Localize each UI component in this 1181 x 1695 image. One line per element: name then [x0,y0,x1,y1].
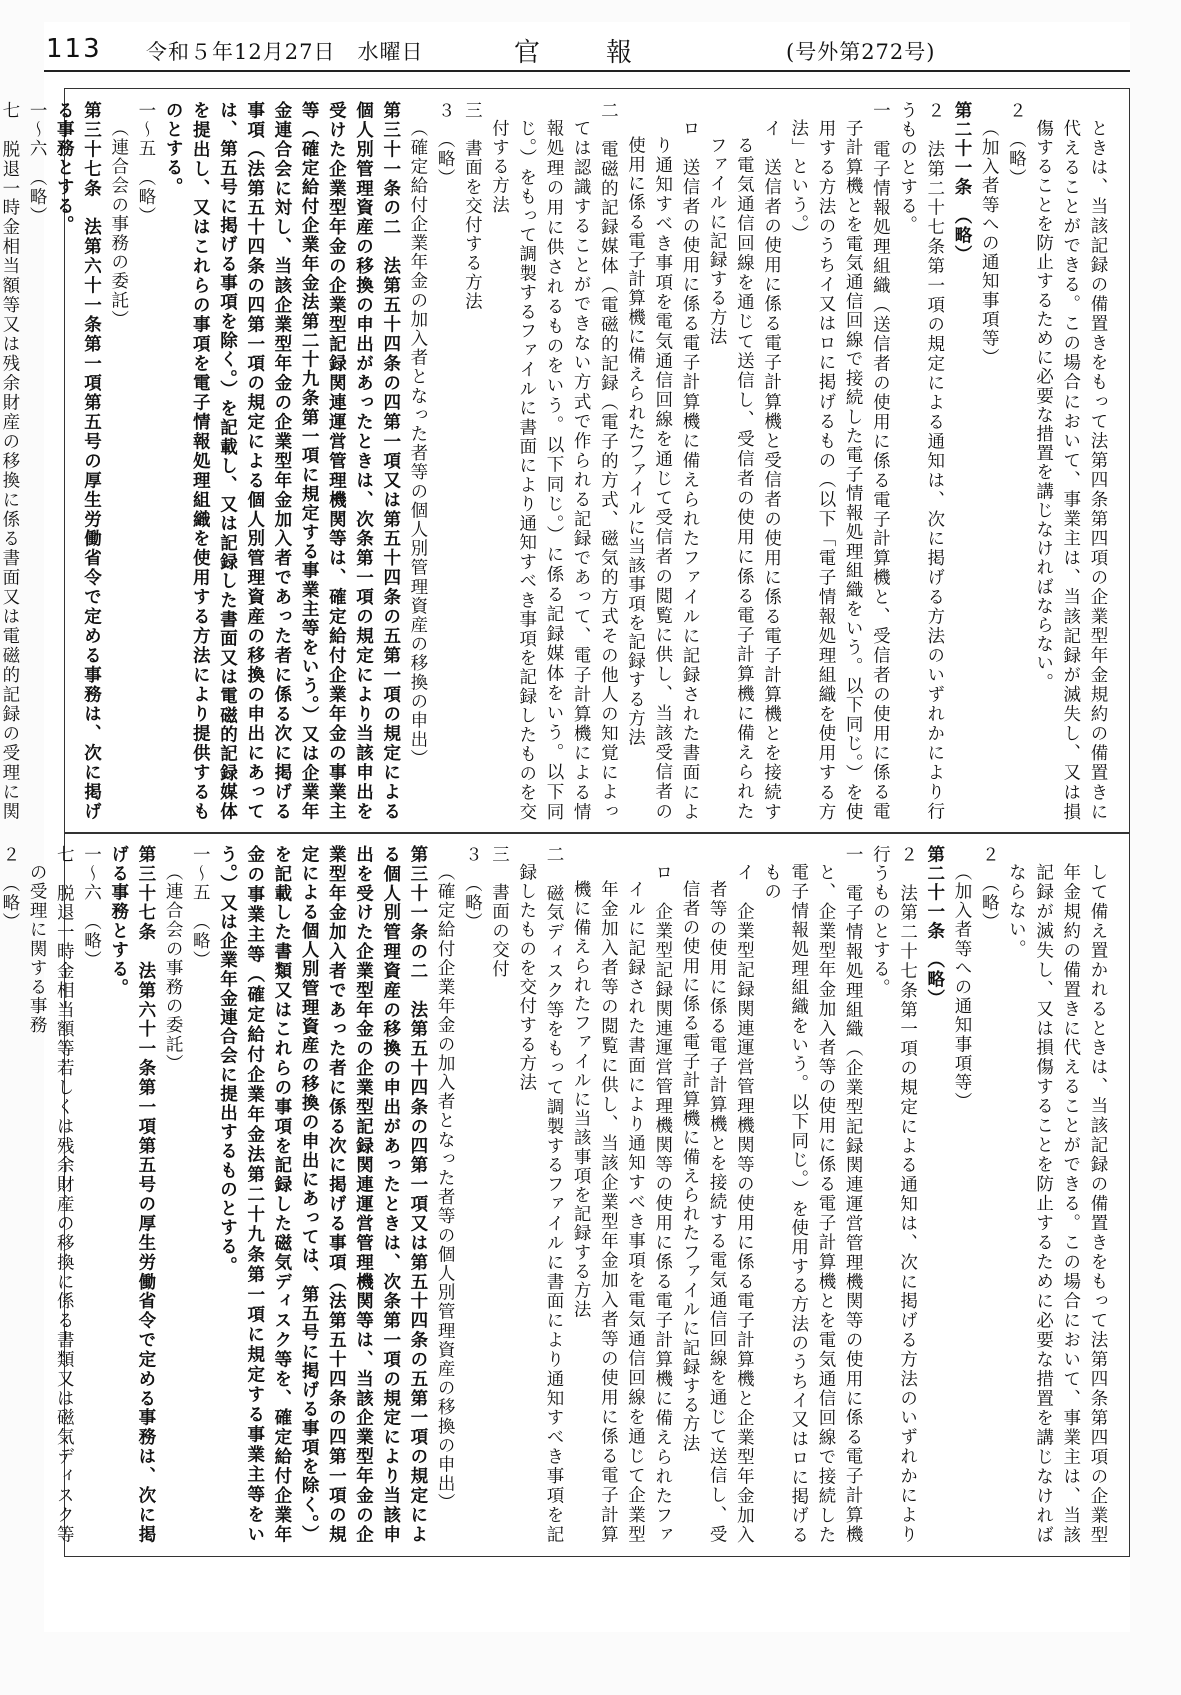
sub-item: ロ 企業型記録関連運営管理機関等の使用に係る電子計算機に備えられたファイルに記録された書面により通知すべき事項を電気通信回線を通じて企業型年金加入者等の閲覧に供し、当該企業型年金加入者等の使用に係る電子計算機に備えられたファイルに当該事項を記録する方法 [571,862,673,1544]
issue-date: 令和５年12月27日 水曜日 [146,40,424,64]
list-item: 七 脱退一時金相当額等若しくは残余財産の移換に係る書類又は磁気ディスク等の受理に関する事務 [27,845,75,1544]
paragraph-continuation: ときは、当該記録の備置きをもって法第四条第四項の企業型年金規約の備置きに代えることができる。この場合において、事業主は、当該記録が滅失し、又は損傷することを防止するために必要な措置を講じなければならない。 [1033,118,1108,821]
section-caption: （連合会の事務の委託） [108,118,129,329]
list-item: 一～五 （略） [135,101,156,226]
paragraph-item: ２ （略） [0,845,20,932]
list-item: 一 電子情報処理組織（送信者の使用に係る電子計算機と、受信者の使用に係る電子計算機とを電気通信回線で接続した電子情報処理組織をいう。以下同じ。）を使用する方法のうちイ又はロに掲げるもの（以下「電子情報処理組織を使用する方法」という。） [788,101,891,821]
issue-number: (号外第272号) [786,40,936,64]
list-item: 三 書面の交付 [489,845,510,979]
article-heading: 第二十一条 （略） [951,101,972,265]
article-heading: 第二十一条 （略） [924,845,945,1009]
paragraph-item: ２ 法第二十七条第一項の規定による通知は、次に掲げる方法のいずれかにより行うものとする。 [897,101,945,821]
current-text-body [0,845,1111,1544]
revised-text-panel [0,88,1130,834]
paragraph-item: ２ （略） [979,845,1000,932]
section-caption: （連合会の事務の委託） [163,862,184,1073]
gazette-title: 官報 [514,38,699,68]
paragraph-item: ３ （略） [462,845,483,932]
list-item: 二 磁気ディスク等をもって調製するファイルに書面により通知すべき事項を記録したものを交付する方法 [516,845,564,1544]
page-number: 113 [46,34,102,64]
list-item: 一～六 （略） [27,101,48,226]
article-paragraph: 第三十一条の二 法第五十四条の四第一項又は第五十四条の五第一項の規定による個人別管理資産の移換の申出があったときは、次条第一項の規定により当該申出を受けた企業型年金の企業型記録関連運営管理機関等は、確定給付企業年金の事業主等（確定給付企業年金法第二十九条第一項に規定する事業主等をいう。）又は企業年金連合会に対し、当該企業型年金の企業型年金加入者であった者に係る次に掲げる事項（法第五十四条の四第一項の規定による個人別管理資産の移換の申出にあっては、第五号に掲げる事項を除く。）を記載し、又は記録した書面又は電磁的記録媒体を提出し、又はこれらの事項を電子情報処理組織を使用する方法により提供するものとする。 [163,101,401,821]
page-header [44,30,1130,72]
sub-item: イ 企業型記録関連運営管理機関等の使用に係る電子計算機と企業型年金加入者等の使用に係る電子計算機とを接続する電気通信回線を通じて送信し、受信者の使用に係る電子計算機に備えられたファイルに記録する方法 [679,862,755,1544]
section-caption: （加入者等への通知事項等） [979,118,1000,367]
list-item: 一～五 （略） [190,845,211,970]
article-paragraph: 第三十七条 法第六十一条第一項第五号の厚生労働省令で定める事務は、次に掲げる事務とする。 [54,101,102,821]
article-paragraph: 第三十七条 法第六十一条第一項第五号の厚生労働省令で定める事務は、次に掲げる事務とする。 [108,845,156,1544]
current-text-panel [0,832,1130,1557]
section-caption: （加入者等への通知事項等） [951,862,972,1111]
list-item: 七 脱退一時金相当額等又は残余財産の移換に係る書面又は電磁的記録の受理に関 [0,101,20,821]
paragraph-item: ２ 法第二十七条第一項の規定による通知は、次に掲げる方法のいずれかにより行うものとする。 [870,845,918,1544]
gazette-page [0,22,1130,1632]
list-item: 三 書面を交付する方法 [462,101,483,312]
revised-text-body [0,101,1111,821]
section-caption: （確定給付企業年金の加入者となった者等の個人別管理資産の移換の申出） [407,118,428,768]
paragraph-continuation: して備え置かれるときは、当該記録の備置きをもって法第四条第四項の企業型年金規約の備置きに代えることができる。この場合において、事業主は、当該記録が滅失し、又は損傷することを防止するために必要な措置を講じなければならない。 [1006,862,1108,1544]
section-caption: （確定給付企業年金の加入者となった者等の個人別管理資産の移換の申出） [435,862,456,1512]
list-item: 二 電磁的記録媒体（電磁的記録（電子的方式、磁気的方式その他人の知覚によっては認識することができない方式で作られる記録であって、電子計算機による情報処理の用に供されるものをいう。以下同じ。）に係る記録媒体をいう。以下同じ。）をもって調製するファイルに書面により通知すべき事項を記録したものを交付する方法 [489,101,619,821]
sub-item: イ 送信者の使用に係る電子計算機と受信者の使用に係る電子計算機とを接続する電気通信回線を通じて送信し、受信者の使用に係る電子計算機に備えられたファイルに記録する方法 [707,118,782,821]
list-item: 一 電子情報処理組織（企業型記録関連運営管理機関等の使用に係る電子計算機と、企業型年金加入者等の使用に係る電子計算機とを電気通信回線で接続した電子情報処理組織をいう。以下同じ。）を使用する方法のうちイ又はロに掲げるもの [761,845,864,1544]
sub-item: ロ 送信者の使用に係る電子計算機に備えられたファイルに記録された書面により通知すべき事項を電気通信回線を通じて受信者の閲覧に供し、当該受信者の使用に係る電子計算機に備えられたファイルに当該事項を記録する方法 [625,118,700,821]
paragraph-item: ２ （略） [1006,101,1027,188]
paragraph-item: ３ （略） [435,101,456,188]
article-paragraph: 第三十一条の二 法第五十四条の四第一項又は第五十四条の五第一項の規定による個人別管理資産の移換の申出があったときは、次条第一項の規定により当該申出を受けた企業型年金の企業型記録関連運営管理機関等は、当該企業型年金の企業型年金加入者であった者に係る次に掲げる事項（法第五十四条の四第一項の規定による個人別管理資産の移換の申出にあっては、第五号に掲げる事項を除く。）を記載した書類又はこれらの事項を記録した磁気ディスク等を、確定給付企業年金の事業主等（確定給付企業年金法第二十九条第一項に規定する事業主等をいう。）又は企業年金連合会に提出するものとする。 [217,845,428,1544]
list-item: 一～六 （略） [81,845,102,970]
